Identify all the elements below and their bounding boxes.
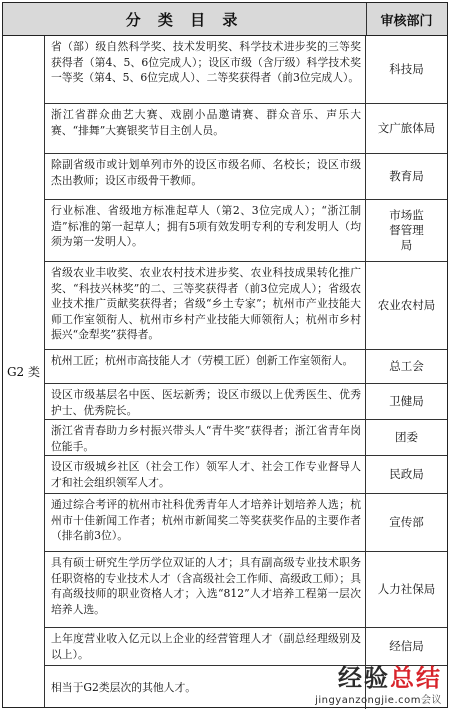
- table-header: [3, 3, 447, 36]
- watermark-logo: 经验总结: [338, 664, 442, 692]
- classification-table: [2, 2, 448, 708]
- category-header: 分 类 目 录: [3, 3, 367, 35]
- row-department: 人力社保局: [377, 582, 436, 596]
- row-description: 浙江省青春助力乡村振兴带头人“青牛奖”获得者；浙江省青年岗位能手。: [45, 420, 366, 455]
- table-row: [45, 154, 447, 200]
- row-department: 农业农村局: [377, 298, 436, 312]
- row-description: 通过综合考评的杭州市社科优秀青年人才培养计划培养人选；杭州市十佳新闻工作者；杭州市新闻奖二等奖获奖作品的主要作者（排名前3位）。: [45, 494, 366, 551]
- row-description: 上年度营业收入亿元以上企业的经营管理人才（副总经理级别及以上）。: [45, 628, 366, 665]
- row-department: 经信局: [389, 639, 424, 653]
- row-department: 宣传部: [389, 515, 424, 529]
- table-row: [45, 200, 447, 262]
- group-label: G2 类: [3, 36, 45, 707]
- watermark-url: jingyanzongjie.com会议: [315, 695, 442, 706]
- row-department: 卫健局: [389, 394, 424, 408]
- table-row: [45, 104, 447, 154]
- row-department: 科技局: [389, 62, 424, 76]
- row-description: 设区市级基层名中医、医坛新秀；设区市级以上优秀医生、优秀护士、优秀院长。: [45, 384, 366, 419]
- row-department: [366, 666, 447, 709]
- table-row: [45, 494, 447, 552]
- table-row: [45, 552, 447, 628]
- row-department: 团委: [395, 430, 418, 444]
- row-description: 设区市级城乡社区（社会工作）领军人才、社会工作专业督导人才和社会组织领军人才。: [45, 456, 366, 493]
- table-row: [45, 350, 447, 384]
- row-description: 相当于G2类层次的其他人才。: [45, 666, 366, 709]
- row-description: 浙江省群众曲艺大赛、戏剧小品邀请赛、群众音乐、声乐大赛、“排舞”大赛银奖节目主创人员。: [45, 104, 366, 153]
- table-row: [45, 456, 447, 494]
- table-row: [45, 384, 447, 420]
- row-department: 文广旅体局: [377, 121, 436, 135]
- row-description: 具有硕士研究生学历学位双证的人才；具有副高级专业技术职务任职资格的专业技术人才（含高级社会工作师、高级政工师）；具有高级技师的职业资格人才；入选“812”人才培养工程第一层次培养人选。: [45, 552, 366, 627]
- row-department: 总工会: [389, 359, 424, 373]
- row-description: 省级农业丰收奖、农业农村技术进步奖、农业科技成果转化推广奖、“科技兴林奖”的二、三等奖获得者（前3位完成人）；省级农业技术推广贡献奖获得者；省级“乡土专家”；杭州市产业技能大师工作室领衔人、杭州市乡村产业技能大师领衔人；杭州市乡村振兴“金犁奖”获得者。: [45, 262, 366, 349]
- row-description: 杭州工匠；杭州市高技能人才（劳模工匠）创新工作室领衔人。: [45, 350, 366, 383]
- row-department: 教育局: [389, 169, 424, 183]
- row-description: 除副省级市或计划单列市外的设区市级名师、名校长；设区市级杰出教师；设区市级骨干教师。: [45, 154, 366, 199]
- table-row: [45, 628, 447, 666]
- table-row: [45, 36, 447, 104]
- row-description: 省（部）级自然科学奖、技术发明奖、科学技术进步奖的三等奖获得者（第4、5、6位完成人）；设区市级（含厅级）科学技术奖一等奖（第4、5、6位完成人）、二等奖获得者（前3位完成人）。: [45, 36, 366, 103]
- table-row: [45, 666, 447, 709]
- row-description: 行业标准、省级地方标准起草人（第2、3位完成人）；“浙江制造”标准的第一起草人；拥有5项有效发明专利的专利发明人（均须为第一发明人）。: [45, 200, 366, 261]
- table-row: [45, 420, 447, 456]
- department-header: 审核部门: [380, 13, 433, 29]
- row-department: 市场监督管理局: [389, 208, 424, 252]
- table-row: [45, 262, 447, 350]
- row-department: 民政局: [389, 467, 424, 481]
